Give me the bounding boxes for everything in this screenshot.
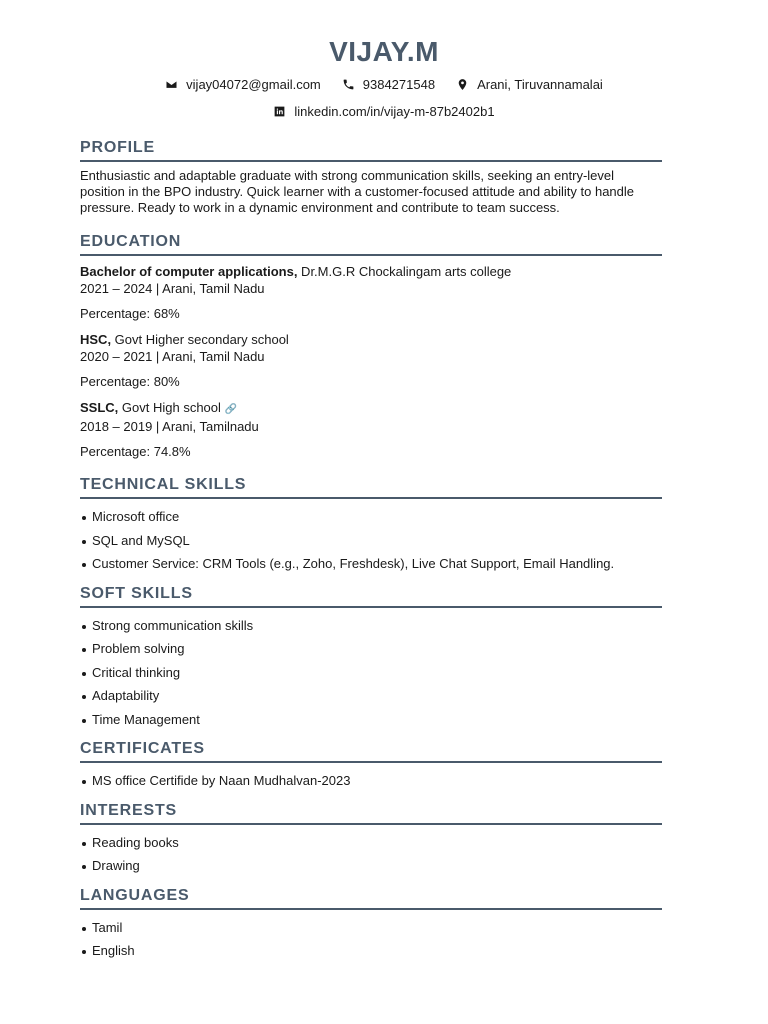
soft-skills-list	[80, 614, 662, 732]
contact-linkedin[interactable]	[273, 104, 494, 119]
envelope-icon	[165, 78, 178, 91]
education-entry	[80, 263, 662, 322]
education-entry	[80, 399, 662, 460]
education-meta: 2021 – 2024 | Arani, Tamil Nadu	[80, 281, 265, 296]
education-entry	[80, 331, 662, 390]
list-item: Strong communication skills	[80, 614, 662, 638]
certificates-list	[80, 769, 662, 793]
location-text: Arani, Tiruvannamalai	[477, 77, 603, 92]
list-item: SQL and MySQL	[80, 529, 662, 553]
education-meta: 2020 – 2021 | Arani, Tamil Nadu	[80, 349, 265, 364]
list-item: Problem solving	[80, 637, 662, 661]
school-name: Govt High school	[118, 400, 221, 415]
list-item: English	[80, 939, 662, 963]
education-section	[80, 232, 662, 460]
languages-section	[80, 886, 662, 963]
education-percentage: Percentage: 68%	[80, 306, 180, 321]
phone-icon	[342, 78, 355, 91]
list-item: Microsoft office	[80, 505, 662, 529]
contact-row-primary	[0, 77, 768, 92]
linkedin-text[interactable]: linkedin.com/in/vijay-m-87b2402b1	[294, 104, 495, 119]
interests-list	[80, 831, 662, 878]
location-pin-icon	[456, 78, 469, 91]
list-item: MS office Certifide by Naan Mudhalvan-2023	[80, 769, 662, 793]
list-item: Drawing	[80, 854, 662, 878]
technical-skills-section	[80, 475, 662, 576]
section-title-languages: LANGUAGES	[80, 886, 662, 910]
list-item: Customer Service: CRM Tools (e.g., Zoho, Freshdesk), Live Chat Support, Email Handling.	[80, 552, 662, 576]
resume-body	[80, 138, 662, 963]
section-title-profile: PROFILE	[80, 138, 662, 162]
linkedin-icon	[273, 105, 286, 118]
degree-label: SSLC,	[80, 400, 119, 415]
degree-label: Bachelor of computer applications,	[80, 264, 298, 279]
education-percentage: Percentage: 80%	[80, 374, 180, 389]
section-title-interests: INTERESTS	[80, 801, 662, 825]
interests-section	[80, 801, 662, 878]
section-title-soft-skills: SOFT SKILLS	[80, 584, 662, 608]
list-item: Time Management	[80, 708, 662, 732]
certificates-section	[80, 739, 662, 793]
list-item: Reading books	[80, 831, 662, 855]
section-title-technical-skills: TECHNICAL SKILLS	[80, 475, 662, 499]
list-item: Critical thinking	[80, 661, 662, 685]
education-percentage: Percentage: 74.8%	[80, 444, 191, 459]
contact-location	[456, 77, 603, 92]
resume-name: VIJAY.M	[329, 36, 439, 67]
school-name: Dr.M.G.R Chockalingam arts college	[297, 264, 512, 279]
profile-section	[80, 138, 662, 216]
list-item: Tamil	[80, 916, 662, 940]
email-text[interactable]: vijay04072@gmail.com	[186, 77, 321, 92]
contact-phone[interactable]	[342, 77, 435, 92]
education-meta: 2018 – 2019 | Arani, Tamilnadu	[80, 419, 259, 434]
section-title-certificates: CERTIFICATES	[80, 739, 662, 763]
profile-text: Enthusiastic and adaptable graduate with strong communication skills, seeking an entry-level position in the BPO industry. Quick learner with a customer-focused attitude and ability to handle pressure. Ready to work in a dynamic environment and contribute to team success.	[80, 168, 634, 215]
contact-row-secondary	[0, 104, 768, 119]
languages-list	[80, 916, 662, 963]
phone-text[interactable]: 9384271548	[362, 77, 436, 92]
contact-email[interactable]	[165, 77, 321, 92]
degree-label: HSC,	[80, 332, 112, 347]
section-title-education: EDUCATION	[80, 232, 662, 256]
soft-skills-section	[80, 584, 662, 732]
link-icon[interactable]: 🔗	[224, 404, 238, 415]
technical-skills-list	[80, 505, 662, 576]
list-item: Adaptability	[80, 684, 662, 708]
school-name: Govt Higher secondary school	[111, 332, 289, 347]
